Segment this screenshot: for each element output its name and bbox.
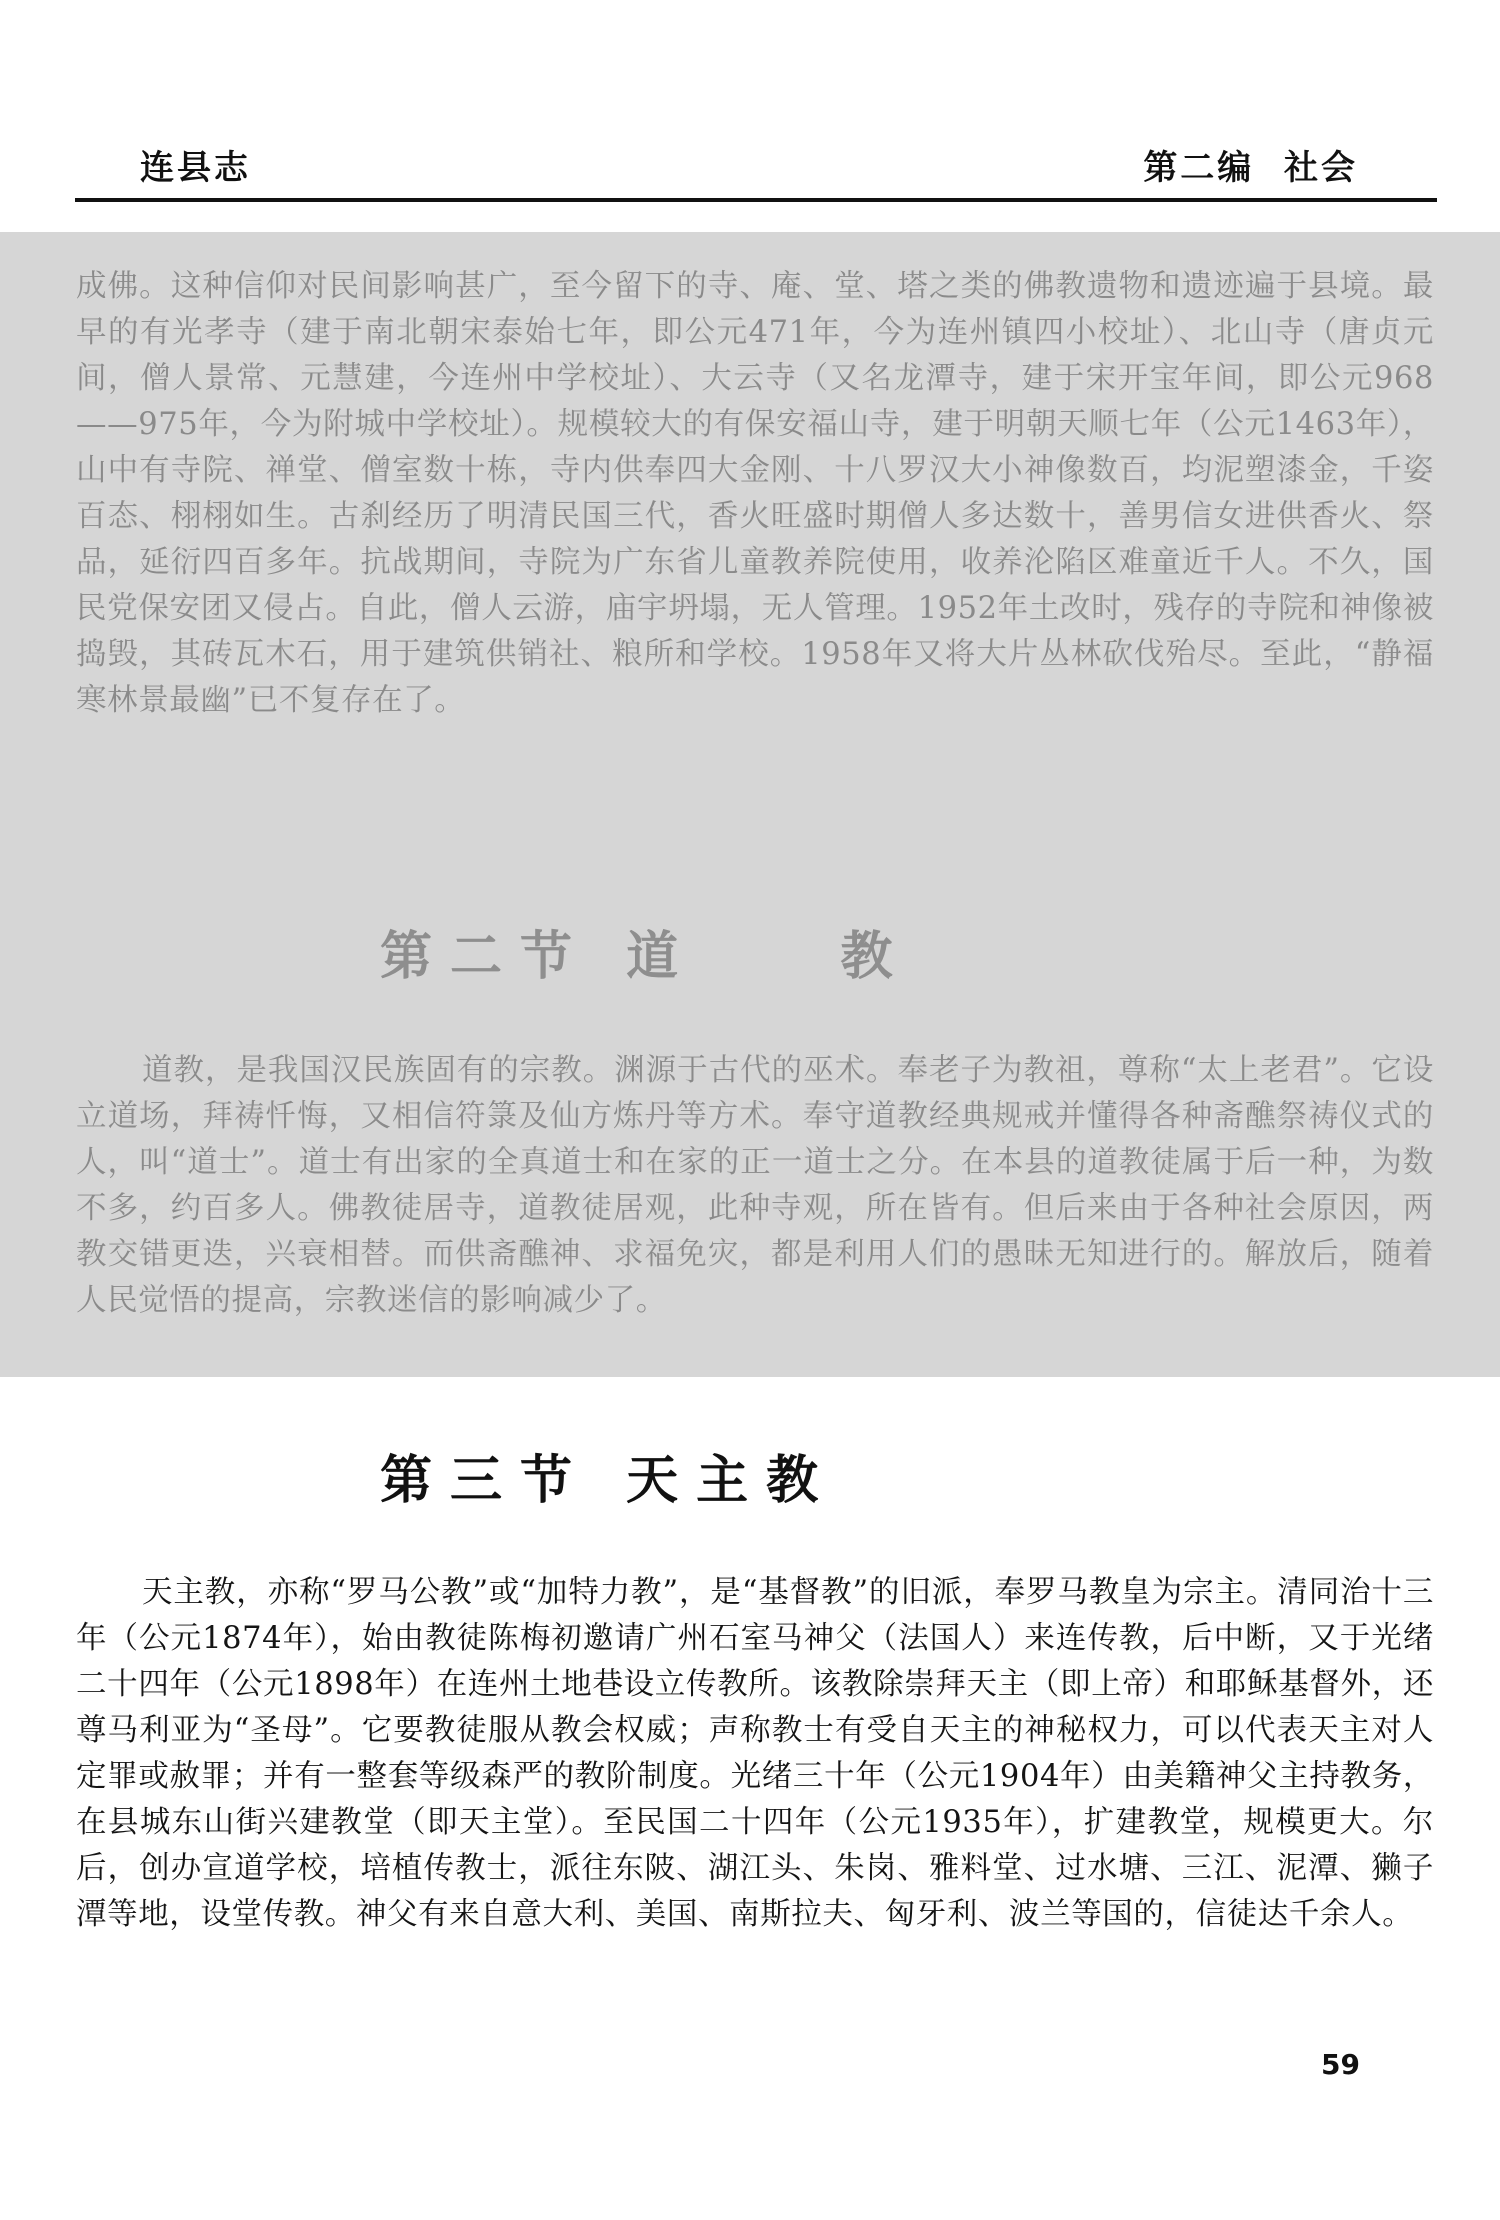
taoism-paragraph: 道教，是我国汉民族固有的宗教。渊源于古代的巫术。奉老子为教祖，尊称“太上老君”。它设立道场，拜祷忏悔，又相信符箓及仙方炼丹等方术。奉守道教经典规戒并懂得各种斋醮祭祷仪式的人，叫“道士”。道士有出家的全真道士和在家的正一道士之分。在本县的道教徒属于后一种，为数不多，约百多人。佛教徒居寺，道教徒居观，此种寺观，所在皆有。但后来由于各种社会原因，两教交错更迭，兴衰相替。而供斋醮神、求福免灾，都是利用人们的愚昧无知进行的。解放后，随着人民觉悟的提高，宗教迷信的影响减少了。	[76, 1053, 1434, 1318]
catholicism-paragraph: 天主教，亦称“罗马公教”或“加特力教”，是“基督教”的旧派，奉罗马教皇为宗主。清同治十三年（公元1874年），始由教徒陈梅初邀请广州石室马神父（法国人）来连传教，后中断，又于光绪二十四年（公元1898年）在连州土地巷设立传教所。该教除崇拜天主（即上帝）和耶稣基督外，还尊马利亚为“圣母”。它要教徒服从教会权威；声称教士有受自天主的神秘权力，可以代表天主对人定罪或赦罪；并有一整套等级森严的教阶制度。光绪三十年（公元1904年）由美籍神父主持教务，在县城东山街兴建教堂（即天主堂）。至民国二十四年（公元1935年），扩建教堂，规模更大。尔后，创办宣道学校，培植传教士，派往东陂、湖江头、朱岗、雅料堂、过水塘、三江、泥潭、獭子潭等地，设堂传教。神父有来自意大利、美国、南斯拉夫、匈牙利、波兰等国的，信徒达千余人。	[76, 1575, 1434, 1932]
buddhism-paragraph: 成佛。这种信仰对民间影响甚广，至今留下的寺、庵、堂、塔之类的佛教遗物和遗迹遍于县境。最早的有光孝寺（建于南北朝宋泰始七年，即公元471年，今为连州镇四小校址）、北山寺（唐贞元间，僧人景常、元慧建，今连州中学校址）、大云寺（又名龙潭寺，建于宋开宝年间，即公元968——975年，今为附城中学校址）。规模较大的有保安福山寺，建于明朝天顺七年（公元1463年），山中有寺院、禅堂、僧室数十栋，寺内供奉四大金刚、十八罗汉大小神像数百，均泥塑漆金，千姿百态、栩栩如生。古刹经历了明清民国三代，香火旺盛时期僧人多达数十，善男信女进供香火、祭品，延衍四百多年。抗战期间，寺院为广东省儿童教养院使用，收养沦陷区难童近千人。不久，国民党保安团又侵占。自此，僧人云游，庙宇坍塌，无人管理。1952年土改时，残存的寺院和神像被捣毁，其砖瓦木石，用于建筑供销社、粮所和学校。1958年又将大片丛林砍伐殆尽。至此，“静福寒林景最幽”已不复存在了。	[76, 269, 1434, 718]
book-title: 连县志	[140, 148, 251, 188]
section-title-taoism: 第二节 道 教	[380, 926, 911, 987]
page-number: 59	[1321, 2048, 1360, 2081]
header-divider	[75, 198, 1437, 202]
part-title: 第二编 社会	[1143, 148, 1358, 188]
section-title-catholicism: 第三节 天主教	[380, 1450, 837, 1511]
